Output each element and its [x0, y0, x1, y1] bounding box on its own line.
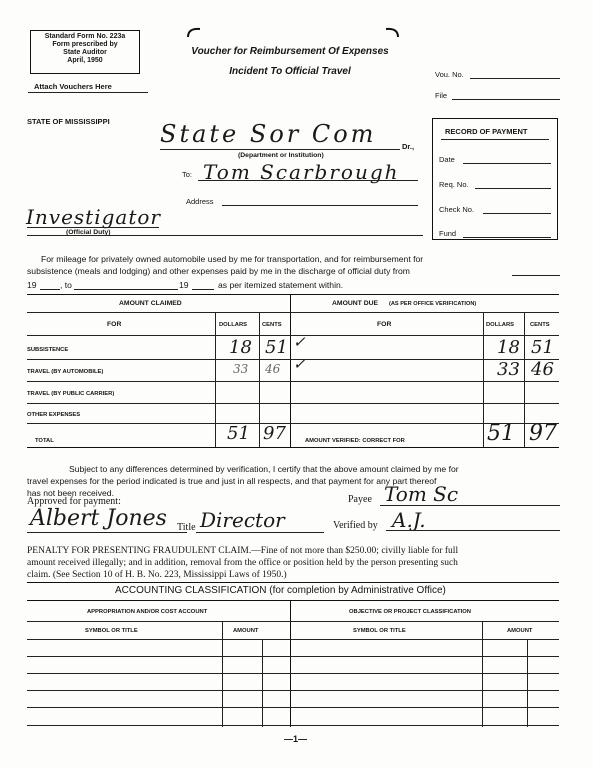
intro-year-a: 19	[27, 280, 37, 290]
attach-line	[28, 92, 148, 93]
record-date-field[interactable]	[463, 163, 551, 164]
penalty-line-2: amount received illegally; and in addition, removal from the office or position held by the person presenting such	[27, 558, 458, 568]
subsistence-check: ✓	[293, 333, 306, 351]
accounting-title-wrap	[115, 585, 446, 596]
accounting-divider	[290, 601, 291, 727]
payee-line	[380, 505, 560, 506]
due-subsistence-dollars[interactable]: 18	[497, 337, 520, 358]
row-subsistence-label: SUBSISTENCE	[27, 347, 69, 353]
amount-due-note: (AS PER OFFICE VERIFICATION)	[389, 301, 477, 307]
voucher-title: Voucher for Reimbursement Of Expenses	[191, 46, 389, 57]
due-cents-col-line	[524, 312, 525, 447]
cents-col-line	[259, 312, 260, 447]
due-total-cents[interactable]: 97	[529, 421, 557, 446]
symbol-head-right: SYMBOL OR TITLE	[353, 628, 406, 634]
auto-check: ✓	[293, 355, 306, 373]
department-line	[160, 149, 400, 150]
page-number: —1—	[284, 734, 308, 744]
verified-line	[386, 530, 560, 531]
amount-head-right: AMOUNT	[507, 628, 533, 634]
to-handwritten[interactable]: Tom Scarbrough	[203, 160, 400, 184]
from-year-field[interactable]	[40, 289, 60, 290]
form-line: Standard Form No. 223a	[44, 33, 126, 40]
claimed-total-dollars[interactable]: 51	[227, 423, 250, 444]
acct-amount-sub-line	[262, 639, 263, 727]
amount-claimed-title: AMOUNT CLAIMED	[119, 300, 182, 307]
to-date-field[interactable]	[74, 289, 178, 290]
payee-signature[interactable]: Tom Sc	[384, 482, 459, 506]
acct-row-line	[27, 673, 559, 674]
acct-head-line	[27, 621, 559, 622]
intro-line-1: For mileage for privately owned automobile used by me for transportation, and for reimbursement for	[41, 254, 424, 264]
approved-label: Approved for payment:	[27, 496, 121, 507]
penalty-line-1: PENALTY FOR PRESENTING FRAUDULENT CLAIM.—Fine of not more than $250.00; civilly liable for full	[27, 546, 459, 556]
row-carrier-label: TRAVEL (BY PUBLIC CARRIER)	[27, 391, 115, 397]
amount-table	[27, 294, 559, 448]
acct-row-line	[27, 725, 559, 726]
acct-row-line	[27, 707, 559, 708]
accounting-title: ACCOUNTING CLASSIFICATION	[115, 585, 267, 596]
due-subsistence-cents[interactable]: 51	[531, 337, 554, 358]
department-handwritten[interactable]: State Sor Com	[160, 120, 377, 148]
to-year-field[interactable]	[192, 289, 214, 290]
record-req-field[interactable]	[475, 188, 551, 189]
table-divider	[290, 295, 291, 447]
acct-amount-col-line-right	[482, 621, 483, 727]
hook-right-icon	[384, 26, 400, 38]
acct-row-line	[27, 639, 559, 640]
row-line	[27, 403, 559, 404]
from-date-field[interactable]	[512, 275, 560, 276]
amount-head-left: AMOUNT	[233, 628, 259, 634]
claimed-subsistence-dollars[interactable]: 18	[229, 337, 252, 358]
accounting-rule	[27, 582, 559, 583]
due-cents-head: CENTS	[530, 322, 550, 328]
due-for-head: FOR	[377, 321, 392, 328]
due-auto-cents[interactable]: 46	[531, 359, 554, 380]
due-dollars-col-line	[483, 312, 484, 447]
vou-no-field[interactable]	[470, 78, 560, 79]
department-caption: (Department or Institution)	[238, 152, 324, 159]
amount-verified-label: AMOUNT VERIFIED: CORRECT FOR	[305, 438, 405, 444]
appropriation-head: APPROPRIATION AND/OR COST ACCOUNT	[87, 609, 208, 615]
table-head-line	[27, 312, 559, 313]
claimed-cents-head: CENTS	[262, 322, 282, 328]
record-fund-field[interactable]	[463, 237, 551, 238]
voucher-subtitle: Incident To Official Travel	[229, 66, 351, 77]
approver-line	[27, 532, 187, 533]
title-value[interactable]: Director	[200, 508, 285, 532]
intro-to: , to	[60, 280, 72, 290]
record-check-label: Check No.	[439, 205, 475, 214]
dollars-col-line	[215, 312, 216, 447]
due-total-dollars[interactable]: 51	[487, 421, 515, 446]
claimed-auto-dollars[interactable]: 33	[233, 362, 249, 376]
approver-signature[interactable]: Albert Jones	[30, 506, 167, 531]
standard-form-box	[30, 30, 140, 74]
row-line	[27, 381, 559, 382]
accounting-note: (for completion by Administrative Office)	[269, 585, 446, 596]
record-title: RECORD OF PAYMENT	[445, 127, 528, 136]
hook-left-icon	[186, 26, 202, 38]
dr-label: Dr.,	[402, 142, 415, 151]
intro-year-c: 19	[179, 280, 189, 290]
record-req-label: Req. No.	[439, 180, 469, 189]
form-line: State Auditor	[63, 49, 107, 56]
objective-head: OBJECTIVE OR PROJECT CLASSIFICATION	[349, 609, 471, 615]
claimed-dollars-head: DOLLARS	[219, 322, 248, 328]
acct-amount-sub-line-right	[527, 639, 528, 727]
certify-line-1: Subject to any differences determined by verification, I certify that the above amount claimed by me for	[69, 464, 459, 474]
record-check-field[interactable]	[483, 213, 551, 214]
record-fund-label: Fund	[439, 229, 457, 238]
attach-vouchers-label: Attach Vouchers Here	[34, 82, 112, 91]
intro-line-2: subsistence (meals and lodging) and other expenses paid by me in the discharge of official duty from	[27, 266, 410, 276]
file-field[interactable]	[452, 99, 560, 100]
certify-line-3: has not been received.	[27, 488, 114, 498]
to-label: To:	[182, 170, 193, 179]
verified-signature[interactable]: A.J.	[392, 508, 426, 532]
record-date-label: Date	[439, 155, 455, 164]
official-duty-line	[27, 227, 159, 228]
address-line-2	[27, 235, 423, 236]
amount-due-title: AMOUNT DUE	[332, 300, 379, 307]
official-duty-handwritten[interactable]: Investigator	[26, 205, 161, 229]
claimed-for-head: FOR	[107, 321, 122, 328]
penalty-line-3: claim. (See Section 10 of H. B. No. 223, Mississippi Laws of 1950.)	[27, 570, 287, 580]
row-auto-label: TRAVEL (BY AUTOMOBILE)	[27, 369, 104, 375]
symbol-head-left: SYMBOL OR TITLE	[85, 628, 138, 634]
acct-amount-col-line	[222, 621, 223, 727]
address-field[interactable]	[222, 205, 418, 206]
certify-line-2: travel expenses for the period indicated is true and just in all respects, and that payment for any part thereof	[27, 476, 437, 486]
official-duty-caption: (Official Duty)	[66, 229, 111, 236]
title-line	[196, 532, 324, 533]
row-other-label: OTHER EXPENSES	[27, 412, 81, 418]
payee-label: Payee	[348, 494, 372, 505]
due-auto-dollars[interactable]: 33	[497, 359, 520, 380]
accounting-table	[27, 600, 559, 727]
claimed-subsistence-cents[interactable]: 51	[265, 337, 288, 358]
verified-label: Verified by	[333, 520, 378, 531]
claimed-total-cents[interactable]: 97	[263, 423, 286, 444]
due-dollars-head: DOLLARS	[486, 322, 515, 328]
record-of-payment-box	[432, 118, 558, 240]
title-label: Title	[177, 522, 196, 533]
address-label: Address	[186, 197, 214, 206]
vou-no-label: Vou. No.	[435, 70, 464, 79]
record-title-underline	[441, 139, 549, 140]
row-total-label: TOTAL	[35, 438, 54, 444]
form-line: April, 1950	[67, 57, 103, 64]
to-line	[198, 180, 418, 181]
acct-row-line	[27, 690, 559, 691]
state-label: STATE OF MISSISSIPPI	[27, 117, 110, 126]
form-line: Form prescribed by	[52, 41, 118, 48]
row-line	[27, 423, 559, 424]
acct-row-line	[27, 656, 559, 657]
intro-statement: as per itemized statement within.	[218, 280, 344, 290]
claimed-auto-cents[interactable]: 46	[265, 362, 281, 376]
file-label: File	[435, 91, 448, 100]
